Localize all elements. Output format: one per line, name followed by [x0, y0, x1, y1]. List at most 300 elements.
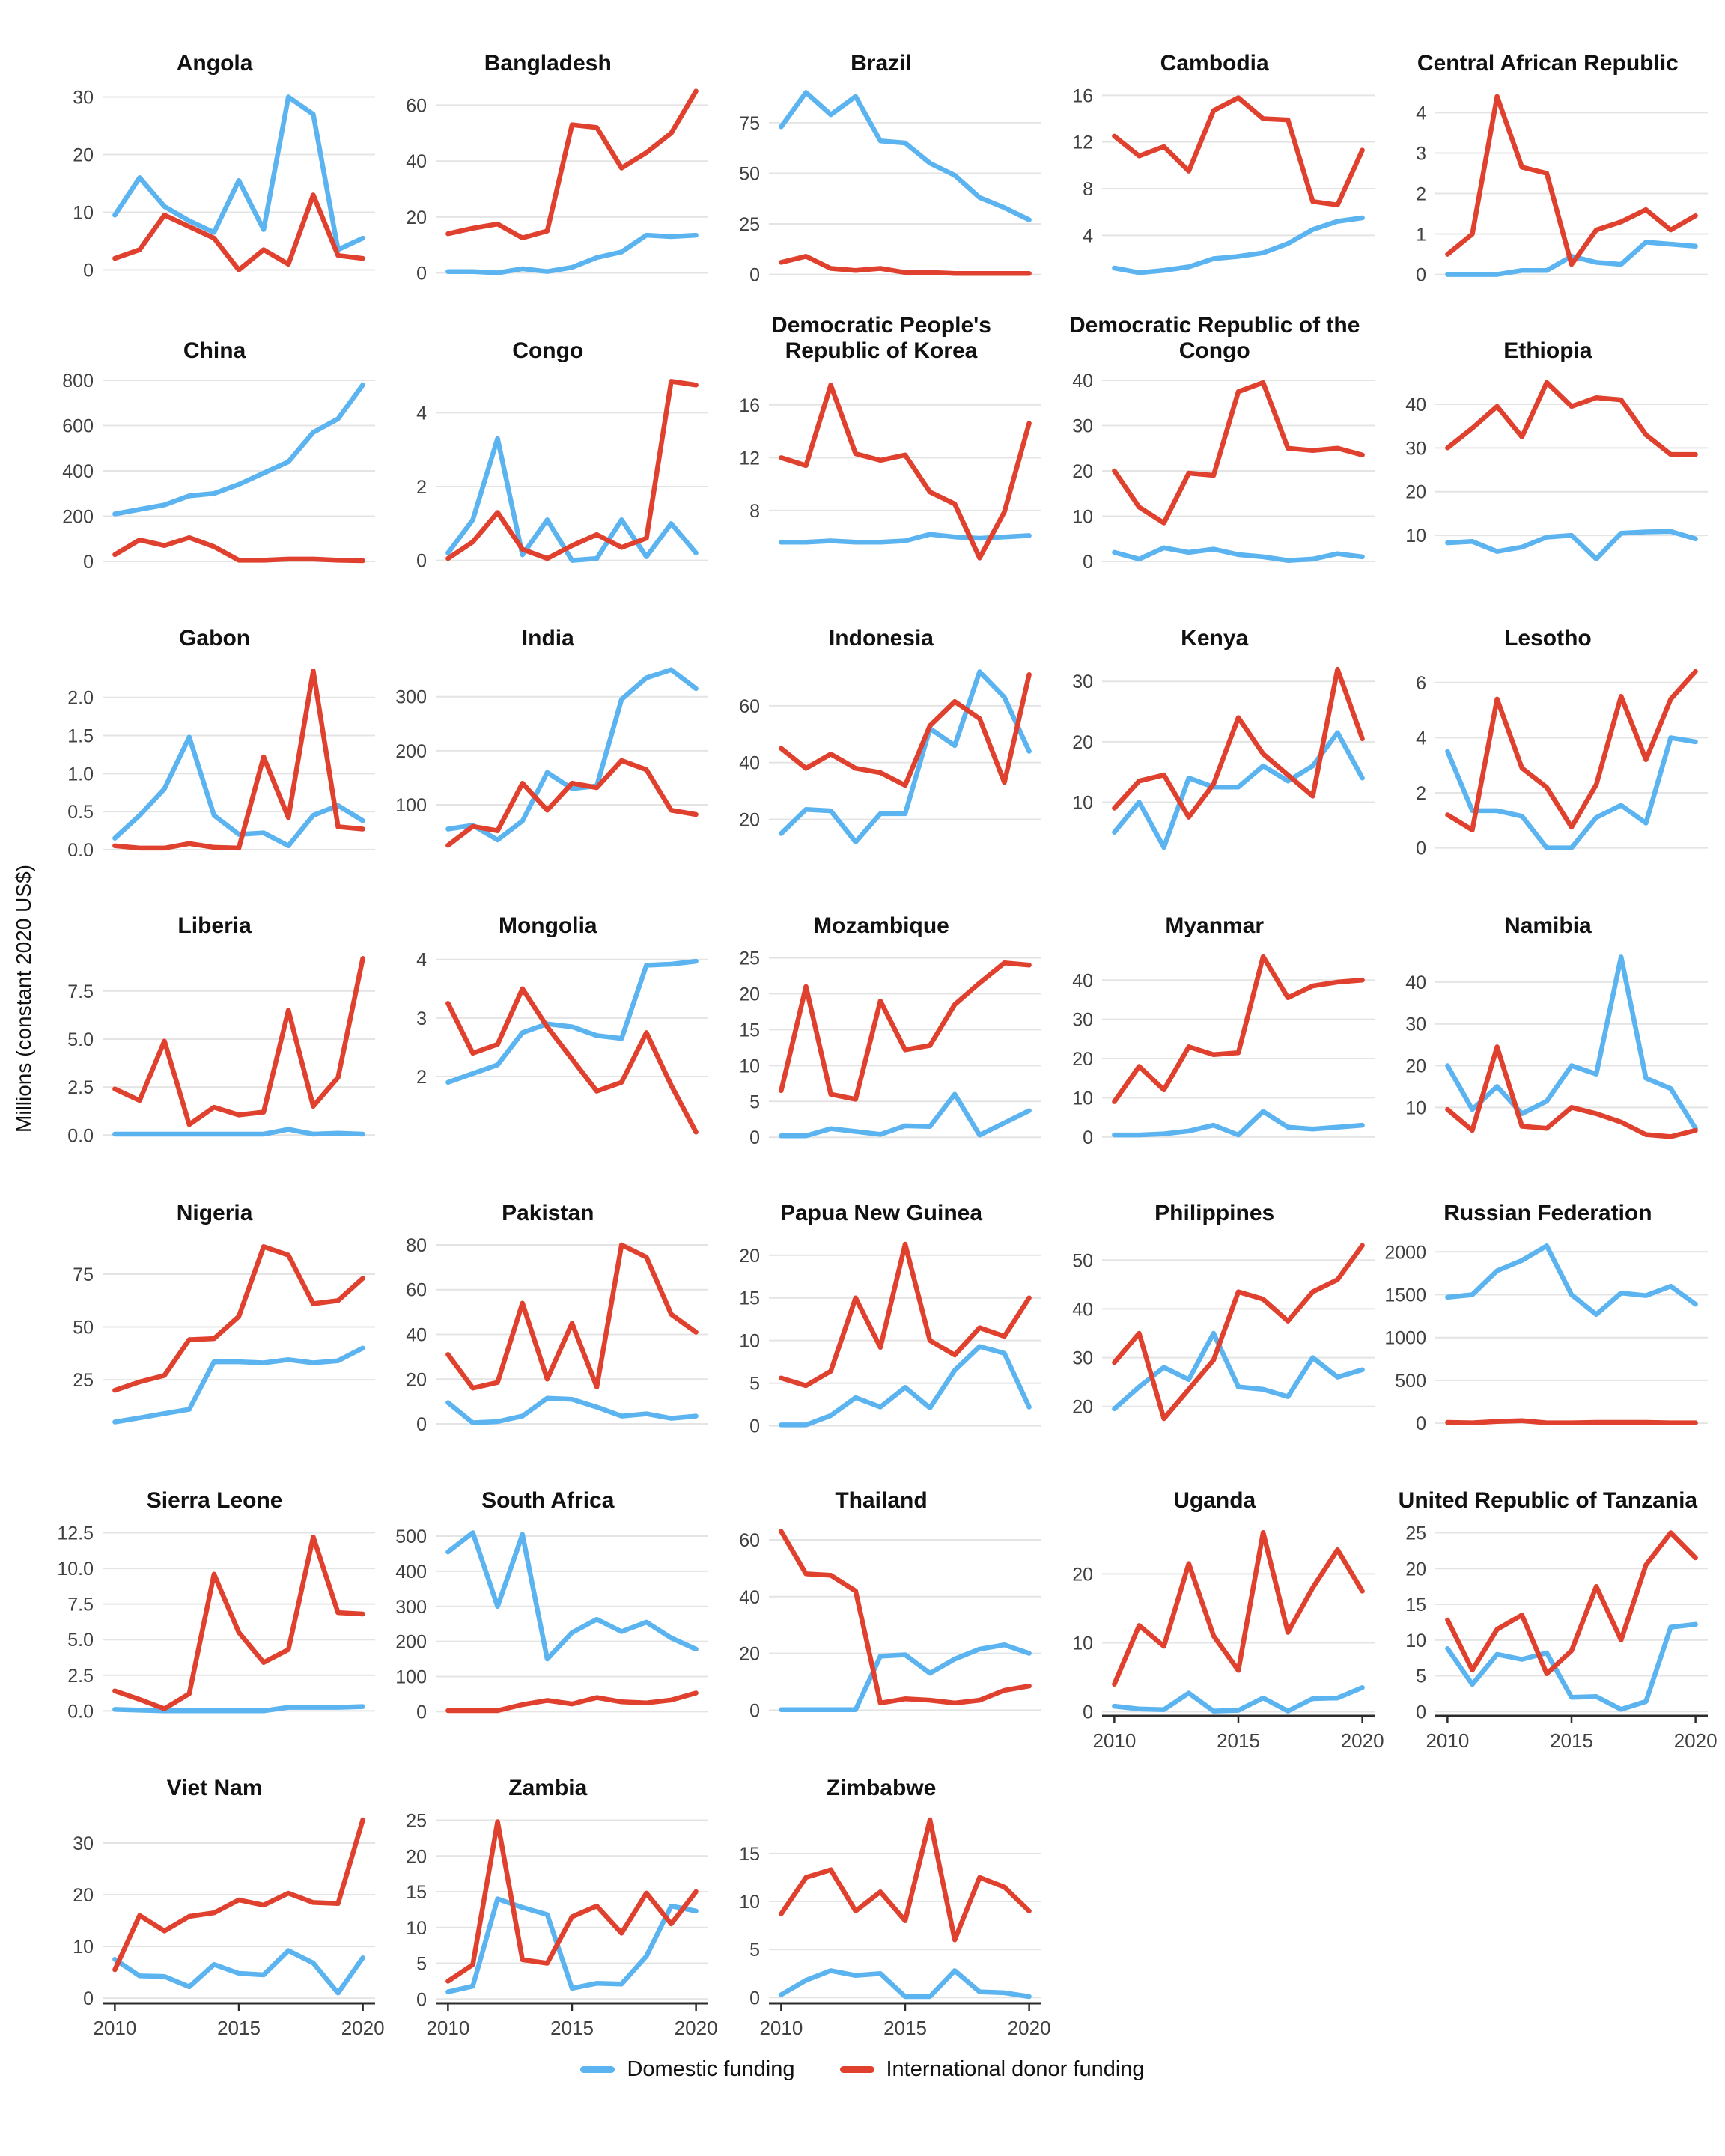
svg-text:1.5: 1.5 [67, 725, 94, 747]
international-line [781, 385, 1029, 558]
subplot-plot [50, 84, 380, 311]
subplot-congo [381, 307, 714, 594]
domestic-line [781, 1094, 1029, 1136]
svg-text:5: 5 [1416, 1666, 1427, 1687]
svg-text:10: 10 [1072, 506, 1094, 528]
subplot-united-republic-of-tanzania [1381, 1457, 1718, 1752]
svg-text:1500: 1500 [1384, 1285, 1427, 1306]
svg-text:2020: 2020 [1007, 2017, 1051, 2039]
svg-text:20: 20 [405, 1369, 427, 1391]
svg-text:30: 30 [1072, 415, 1094, 437]
subplot-liberia [48, 882, 381, 1169]
svg-text:0: 0 [749, 264, 760, 286]
svg-text:0.5: 0.5 [67, 802, 94, 823]
subplot-indonesia [714, 594, 1047, 882]
svg-text:1000: 1000 [1384, 1327, 1427, 1349]
domestic-line [1115, 218, 1363, 272]
subplot-plot [383, 84, 713, 311]
international-line [1448, 97, 1696, 264]
subplot-papua-new-guinea [714, 1169, 1047, 1457]
subplot-title: Uganda [1173, 1488, 1256, 1513]
international-line [1448, 1047, 1696, 1136]
domestic-line [781, 1347, 1029, 1425]
international-line [448, 1822, 696, 1982]
subplot-zambia [381, 1744, 718, 2039]
svg-text:2.5: 2.5 [67, 1665, 94, 1687]
svg-text:10: 10 [405, 1917, 427, 1939]
subplot-title: Cambodia [1160, 51, 1269, 76]
svg-text:12.5: 12.5 [56, 1523, 94, 1544]
svg-text:2015: 2015 [883, 2017, 927, 2039]
svg-text:20: 20 [739, 809, 760, 831]
svg-text:40: 40 [739, 752, 760, 774]
subplot-kenya [1048, 594, 1381, 882]
svg-text:25: 25 [72, 1370, 94, 1392]
international-line [448, 1693, 696, 1711]
svg-text:20: 20 [1072, 461, 1094, 482]
svg-text:50: 50 [72, 1317, 94, 1339]
svg-text:15: 15 [1405, 1595, 1427, 1616]
svg-text:20: 20 [405, 207, 427, 228]
svg-text:15: 15 [739, 1020, 760, 1041]
svg-text:5: 5 [416, 1953, 427, 1975]
domestic-line [448, 1398, 696, 1423]
legend-swatch-international-icon [840, 2066, 874, 2073]
svg-text:0: 0 [1416, 1413, 1427, 1435]
svg-text:0: 0 [749, 1127, 760, 1149]
subplot-democratic-republic-of-the-congo [1048, 307, 1381, 594]
subplot-title: Nigeria [176, 1201, 253, 1225]
svg-text:200: 200 [395, 740, 427, 762]
svg-text:25: 25 [1405, 1523, 1427, 1544]
svg-text:2010: 2010 [1092, 1729, 1137, 1752]
legend-item-international [840, 2057, 1145, 2082]
svg-text:10: 10 [72, 1937, 94, 1958]
domestic-line [115, 1951, 362, 1994]
svg-text:0: 0 [1083, 551, 1094, 573]
svg-text:10: 10 [1072, 1633, 1094, 1654]
svg-text:50: 50 [739, 163, 760, 185]
svg-text:40: 40 [1072, 970, 1094, 992]
subplot-title: Kenya [1181, 626, 1249, 651]
subplot-plot [1050, 84, 1379, 311]
svg-text:10: 10 [739, 1330, 760, 1352]
svg-text:10: 10 [1405, 1097, 1427, 1119]
subplot-title: Pakistan [502, 1201, 594, 1225]
svg-text:8: 8 [749, 500, 760, 522]
svg-text:2010: 2010 [1426, 1729, 1470, 1752]
domestic-line [448, 670, 696, 840]
international-line [781, 1532, 1029, 1703]
svg-text:0: 0 [1416, 264, 1427, 286]
svg-text:0: 0 [416, 1989, 427, 2011]
svg-text:4: 4 [416, 403, 427, 424]
domestic-line [1115, 1112, 1363, 1135]
domestic-line [781, 1970, 1029, 1997]
domestic-line [448, 1532, 696, 1659]
svg-text:0.0: 0.0 [67, 1701, 94, 1723]
international-line [115, 195, 362, 270]
subplot-south-africa [381, 1457, 714, 1744]
svg-text:7.5: 7.5 [67, 1594, 94, 1616]
svg-text:20: 20 [1072, 731, 1094, 753]
svg-text:4: 4 [1416, 728, 1427, 749]
subplot-philippines [1048, 1169, 1381, 1457]
svg-text:40: 40 [1072, 1299, 1094, 1321]
subplot-title: Sierra Leone [146, 1488, 283, 1513]
subplot-plot [1050, 659, 1379, 886]
domestic-line [115, 1348, 362, 1422]
svg-text:50: 50 [1072, 1250, 1094, 1272]
svg-text:30: 30 [72, 87, 94, 109]
svg-text:20: 20 [1405, 1559, 1427, 1580]
svg-text:5: 5 [749, 1091, 760, 1113]
svg-text:30: 30 [1072, 1348, 1094, 1369]
svg-text:2015: 2015 [1217, 1729, 1261, 1752]
svg-text:10: 10 [1072, 792, 1094, 814]
subplot-title: Myanmar [1165, 913, 1265, 938]
subplot-plot [1383, 946, 1712, 1174]
svg-text:500: 500 [395, 1526, 427, 1548]
svg-text:600: 600 [61, 415, 94, 437]
svg-text:2010: 2010 [426, 2017, 470, 2039]
svg-text:5: 5 [749, 1940, 760, 1961]
svg-text:20: 20 [739, 1245, 760, 1267]
international-line [781, 1244, 1029, 1386]
svg-text:1: 1 [1416, 224, 1427, 246]
subplot-cambodia [1048, 19, 1381, 307]
subplot-plot [717, 1809, 1051, 2039]
subplot-title: Viet Nam [166, 1776, 263, 1800]
subplot-plot [1383, 1234, 1712, 1461]
subplot-title: Russian Federation [1443, 1201, 1652, 1225]
subplot-plot [383, 946, 713, 1174]
svg-text:0: 0 [1083, 1702, 1094, 1723]
subplot-plot [50, 1234, 380, 1461]
svg-text:4: 4 [416, 949, 427, 971]
svg-text:60: 60 [739, 695, 760, 717]
svg-text:0.0: 0.0 [67, 1125, 94, 1147]
subplot-title: Gabon [179, 626, 251, 651]
svg-text:0: 0 [749, 1700, 760, 1722]
subplot-mongolia [381, 882, 714, 1169]
svg-text:15: 15 [739, 1288, 760, 1309]
svg-text:0.0: 0.0 [67, 839, 94, 861]
subplot-uganda [1048, 1457, 1384, 1752]
subplot-title: India [521, 626, 574, 651]
svg-text:25: 25 [739, 214, 760, 236]
svg-text:20: 20 [739, 1643, 760, 1665]
svg-text:2020: 2020 [1340, 1729, 1384, 1752]
svg-text:30: 30 [1405, 438, 1427, 460]
svg-text:40: 40 [1405, 972, 1427, 993]
subplot-title: Lesotho [1504, 626, 1592, 651]
subplot-plot [1383, 659, 1712, 886]
subplot-plot [717, 1521, 1046, 1749]
international-line [115, 958, 362, 1124]
international-line [781, 963, 1029, 1099]
svg-text:12: 12 [739, 448, 760, 469]
svg-text:800: 800 [61, 371, 94, 392]
subplot-nigeria [48, 1169, 381, 1457]
subplot-angola [48, 19, 381, 307]
svg-text:1.0: 1.0 [67, 764, 94, 785]
domestic-line [448, 1899, 696, 1992]
subplot-plot [717, 946, 1046, 1174]
svg-text:0: 0 [82, 260, 94, 281]
international-line [1448, 383, 1696, 454]
subplot-plot [1383, 371, 1712, 599]
international-line [1448, 672, 1696, 830]
svg-text:7.5: 7.5 [67, 981, 94, 1002]
legend-label-international: International donor funding [886, 2057, 1145, 2081]
subplot-title: Mongolia [498, 913, 597, 938]
svg-text:400: 400 [395, 1561, 427, 1583]
svg-text:20: 20 [1405, 481, 1427, 503]
international-line [1115, 1246, 1363, 1419]
svg-text:3: 3 [1416, 143, 1427, 165]
svg-text:0: 0 [1416, 1702, 1427, 1723]
svg-text:4: 4 [1416, 103, 1427, 124]
subplot-plot [50, 1809, 385, 2039]
subplot-title: Philippines [1154, 1201, 1275, 1225]
subplot-democratic-people-s-republic-of-korea [714, 307, 1047, 594]
subplot-plot [1050, 1521, 1384, 1752]
international-line [781, 1820, 1029, 1940]
subplot-plot [717, 84, 1046, 311]
svg-text:2010: 2010 [93, 2017, 136, 2039]
svg-text:30: 30 [1072, 1009, 1094, 1031]
domestic-line [1115, 1687, 1363, 1711]
y-axis-label: Millions (constant 2020 US$) [12, 865, 35, 1133]
legend [0, 2057, 1725, 2082]
svg-text:2: 2 [1416, 783, 1427, 805]
subplot-namibia [1381, 882, 1715, 1169]
subplot-plot [383, 1809, 718, 2039]
international-line [1115, 1532, 1363, 1684]
subplot-title: Congo [512, 338, 584, 363]
svg-text:200: 200 [395, 1631, 427, 1653]
subplot-title: Angola [176, 51, 253, 76]
subplot-plot [383, 659, 713, 886]
domestic-line [1448, 1246, 1696, 1315]
domestic-line [115, 1130, 362, 1134]
svg-text:400: 400 [61, 461, 94, 482]
subplot-russian-federation [1381, 1169, 1715, 1457]
subplot-mozambique [714, 882, 1047, 1169]
svg-text:100: 100 [395, 1666, 427, 1688]
international-line [115, 1537, 362, 1708]
international-line [781, 256, 1029, 273]
subplot-brazil [714, 19, 1047, 307]
svg-text:6: 6 [1416, 672, 1427, 694]
svg-text:2015: 2015 [550, 2017, 594, 2039]
svg-text:0: 0 [416, 550, 427, 572]
subplot-plot [1050, 371, 1379, 599]
svg-text:20: 20 [1072, 1396, 1094, 1418]
svg-text:60: 60 [739, 1529, 760, 1551]
subplot-viet-nam [48, 1744, 385, 2039]
svg-text:15: 15 [405, 1882, 427, 1904]
svg-text:2: 2 [1416, 183, 1427, 205]
svg-text:80: 80 [405, 1234, 427, 1256]
svg-text:0: 0 [416, 1414, 427, 1436]
subplot-title: Zimbabwe [826, 1776, 937, 1800]
svg-text:30: 30 [1405, 1014, 1427, 1035]
subplot-title: Brazil [851, 51, 912, 76]
svg-text:25: 25 [405, 1810, 427, 1832]
svg-text:25: 25 [739, 948, 760, 969]
subplot-title: Democratic Republic of the Congo [1068, 313, 1360, 363]
subplot-title: Democratic People's Republic of Korea [771, 313, 991, 363]
subplot-title: Namibia [1504, 913, 1592, 938]
svg-text:30: 30 [1072, 672, 1094, 693]
subplot-title: South Africa [481, 1488, 615, 1513]
international-line [115, 1246, 362, 1390]
legend-swatch-domestic-icon [580, 2066, 615, 2073]
legend-item-domestic [580, 2057, 794, 2082]
svg-text:5: 5 [749, 1373, 760, 1395]
svg-text:10: 10 [739, 1056, 760, 1077]
svg-text:2: 2 [416, 1067, 427, 1088]
subplot-plot [50, 659, 380, 886]
subplot-plot [1383, 84, 1712, 311]
svg-text:5.0: 5.0 [67, 1029, 94, 1051]
subplot-title: Bangladesh [484, 51, 612, 76]
svg-text:2015: 2015 [216, 2017, 261, 2039]
subplot-ethiopia [1381, 307, 1715, 594]
svg-text:500: 500 [1395, 1370, 1427, 1392]
svg-text:20: 20 [72, 144, 94, 166]
svg-text:15: 15 [739, 1843, 760, 1865]
subplot-title: Thailand [835, 1488, 928, 1513]
svg-text:20: 20 [1405, 1056, 1427, 1077]
svg-text:8: 8 [1083, 179, 1094, 201]
svg-text:20: 20 [1072, 1564, 1094, 1586]
subplot-title: China [183, 338, 246, 363]
subplot-title: Indonesia [828, 626, 934, 651]
international-line [1115, 957, 1363, 1102]
subplot-gabon [48, 594, 381, 882]
domestic-line [448, 235, 696, 272]
svg-text:10: 10 [1405, 526, 1427, 547]
international-line [448, 91, 696, 238]
international-line [115, 538, 362, 561]
svg-text:2010: 2010 [759, 2017, 803, 2039]
international-line [1115, 383, 1363, 523]
svg-text:40: 40 [739, 1586, 760, 1608]
svg-text:16: 16 [1072, 85, 1094, 107]
svg-text:2015: 2015 [1550, 1729, 1594, 1752]
svg-text:300: 300 [395, 1596, 427, 1618]
svg-text:2: 2 [416, 476, 427, 498]
subplot-plot [50, 371, 380, 599]
svg-text:20: 20 [72, 1885, 94, 1907]
subplot-plot [1383, 1521, 1718, 1752]
subplot-china [48, 307, 381, 594]
svg-text:0: 0 [82, 551, 94, 573]
svg-text:10: 10 [739, 1892, 760, 1913]
domestic-line [115, 385, 362, 514]
svg-text:10: 10 [1072, 1088, 1094, 1109]
svg-text:40: 40 [1405, 394, 1427, 415]
svg-text:2.5: 2.5 [67, 1077, 94, 1099]
subplot-bangladesh [381, 19, 714, 307]
svg-text:60: 60 [405, 95, 427, 117]
subplot-title: Ethiopia [1503, 338, 1592, 363]
svg-text:0: 0 [416, 263, 427, 284]
svg-text:20: 20 [405, 1846, 427, 1868]
subplot-title: Mozambique [813, 913, 949, 938]
svg-text:2020: 2020 [341, 2017, 385, 2039]
svg-text:20: 20 [739, 984, 760, 1005]
international-line [1115, 669, 1363, 817]
svg-text:16: 16 [739, 395, 760, 416]
subplot-pakistan [381, 1169, 714, 1457]
subplot-title: Zambia [508, 1776, 588, 1800]
svg-text:2000: 2000 [1384, 1242, 1427, 1264]
svg-text:3: 3 [416, 1008, 427, 1029]
international-line [448, 381, 696, 558]
subplot-plot [717, 1234, 1046, 1461]
international-line [1448, 1421, 1696, 1423]
svg-text:2020: 2020 [1674, 1729, 1718, 1752]
subplot-plot [717, 371, 1046, 599]
svg-text:10: 10 [1405, 1630, 1427, 1651]
svg-text:12: 12 [1072, 132, 1094, 153]
subplot-plot [383, 371, 713, 599]
svg-text:300: 300 [395, 686, 427, 708]
svg-text:30: 30 [72, 1833, 94, 1855]
international-line [1448, 1533, 1696, 1674]
svg-text:4: 4 [1083, 225, 1094, 247]
svg-text:75: 75 [72, 1264, 94, 1285]
subplot-plot [717, 659, 1046, 886]
svg-text:75: 75 [739, 112, 760, 134]
svg-text:20: 20 [1072, 1049, 1094, 1071]
international-line [781, 674, 1029, 785]
subplot-plot [1050, 946, 1379, 1174]
svg-text:0: 0 [749, 1988, 760, 2009]
domestic-line [1448, 1624, 1696, 1710]
subplot-myanmar [1048, 882, 1381, 1169]
svg-text:100: 100 [395, 795, 427, 817]
subplot-plot [383, 1521, 713, 1749]
domestic-line [1115, 548, 1363, 561]
subplot-title: Papua New Guinea [779, 1201, 983, 1225]
subplot-title: Liberia [177, 913, 252, 938]
svg-text:2020: 2020 [674, 2017, 718, 2039]
svg-text:0: 0 [1416, 838, 1427, 859]
legend-label-domestic: Domestic funding [627, 2057, 795, 2081]
international-line [448, 989, 696, 1133]
svg-text:10: 10 [72, 202, 94, 224]
subplot-zimbabwe [714, 1744, 1051, 2039]
svg-text:10.0: 10.0 [56, 1559, 94, 1580]
subplot-india [381, 594, 714, 882]
subplot-thailand [714, 1457, 1047, 1744]
subplot-plot [1050, 1234, 1379, 1461]
svg-text:0: 0 [1083, 1127, 1094, 1148]
svg-text:40: 40 [1072, 371, 1094, 392]
subplot-title: United Republic of Tanzania [1398, 1488, 1698, 1513]
subplot-plot [50, 1521, 380, 1749]
subplot-title: Central African Republic [1417, 51, 1679, 76]
subplot-plot [383, 1234, 713, 1461]
subplot-sierra-leone [48, 1457, 381, 1744]
svg-text:0: 0 [416, 1702, 427, 1723]
svg-text:200: 200 [61, 506, 94, 528]
